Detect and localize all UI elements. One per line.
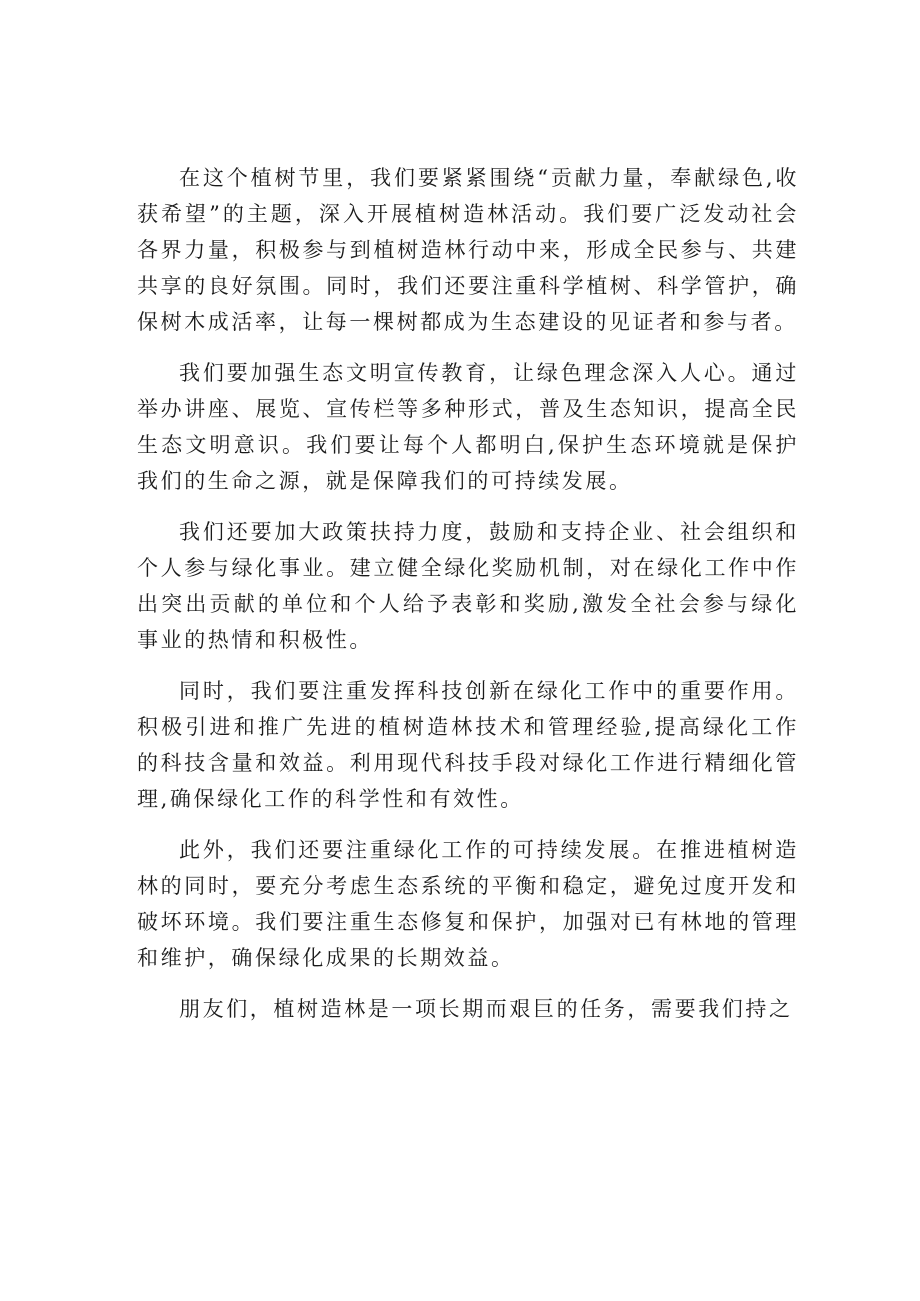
paragraph-5: 此外，我们还要注重绿化工作的可持续发展。在推进植树造林的同时，要充分考虑生态系统的平衡和稳定，避免过度开发和破坏环境。我们要注重生态修复和保护，加强对已有林地的管理和维护，确保绿化成果的长期效益。: [137, 838, 799, 970]
paragraph-6: 朋友们，植树造林是一项长期而艰巨的任务，需要我们持之: [179, 997, 793, 1021]
paragraph-3: 我们还要加大政策扶持力度，鼓励和支持企业、社会组织和个人参与绿化事业。建立健全绿化奖励机制，对在绿化工作中作出突出贡献的单位和个人给予表彰和奖励,激发全社会参与绿化事业的热情和积极性。: [137, 520, 799, 652]
document-body: [137, 160, 799, 1042]
paragraph-2: 我们要加强生态文明宣传教育，让绿色理念深入人心。通过举办讲座、展览、宣传栏等多种形式，普及生态知识，提高全民生态文明意识。我们要让每个人都明白,保护生态环境就是保护我们的生命之源，就是保障我们的可持续发展。: [137, 361, 799, 493]
paragraph-4: 同时，我们要注重发挥科技创新在绿化工作中的重要作用。积极引进和推广先进的植树造林技术和管理经验,提高绿化工作的科技含量和效益。利用现代科技手段对绿化工作进行精细化管理,确保绿化工作的科学性和有效性。: [137, 679, 799, 811]
paragraph-1: 在这个植树节里，我们要紧紧围绕“贡献力量，奉献绿色,收获希望”的主题，深入开展植树造林活动。我们要广泛发动社会各界力量，积极参与到植树造林行动中来，形成全民参与、共建共享的良好氛围。同时，我们还要注重科学植树、科学管护，确保树木成活率，让每一棵树都成为生态建设的见证者和参与者。: [137, 166, 799, 334]
